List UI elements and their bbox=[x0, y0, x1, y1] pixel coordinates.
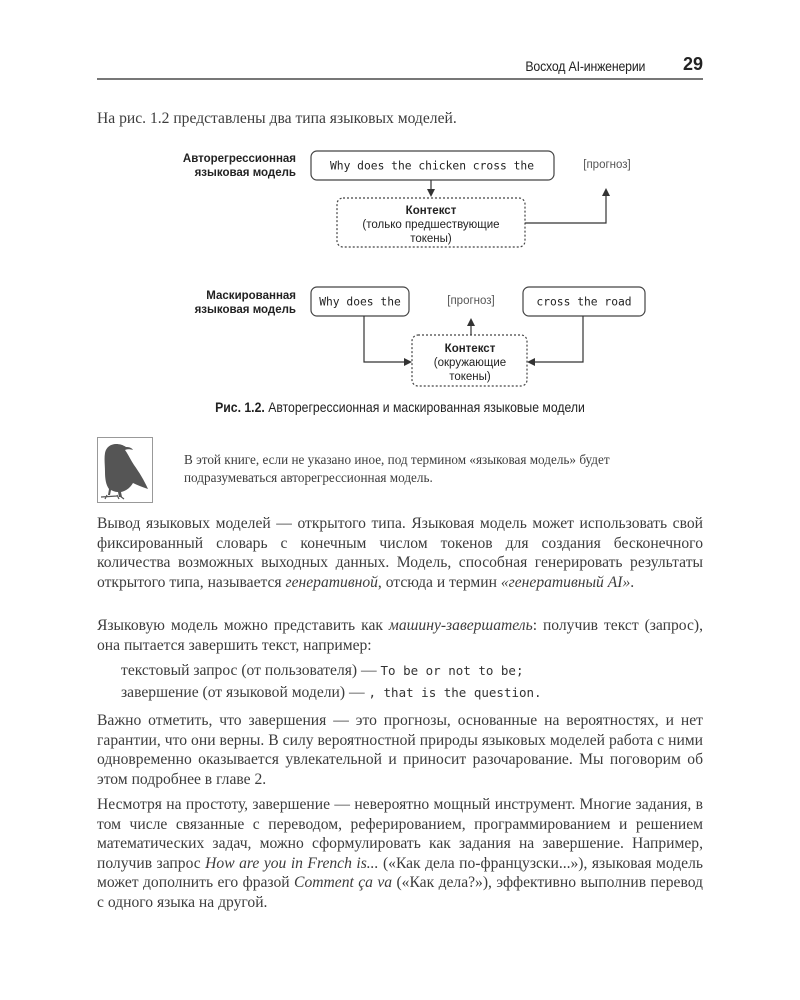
page-number: 29 bbox=[682, 54, 703, 74]
note-block bbox=[97, 437, 703, 507]
masked-left-text: Why does the bbox=[319, 295, 401, 309]
masked-label-line1: Маскированная bbox=[206, 290, 296, 302]
paragraph-generative bbox=[97, 514, 703, 592]
p2-italic-completer: машину-завершатель bbox=[388, 617, 533, 634]
masked-prediction: [прогноз] bbox=[447, 295, 495, 307]
masked-context-title: Контекст bbox=[444, 343, 496, 355]
autoregressive-context-line3: токены) bbox=[410, 233, 452, 245]
note-text bbox=[184, 451, 704, 487]
p2-text-b: : получив текст (запрос), она пытается завершить текст, например: bbox=[97, 617, 703, 654]
p2-text-a: Языковую модель можно представить как bbox=[97, 617, 389, 634]
masked-context-line3: токены) bbox=[449, 371, 491, 383]
autoregressive-model bbox=[183, 151, 631, 247]
arrow-left-icon bbox=[529, 316, 583, 362]
crow-icon bbox=[97, 437, 153, 503]
p4-text-b: («Как дела по-французски...»), языковая модель может дополнить его фразой bbox=[97, 854, 703, 892]
autoregressive-context-title: Контекст bbox=[405, 205, 457, 217]
p1-text-b: , отсюда и термин bbox=[377, 573, 501, 591]
note-line2: подразумеваться авторегрессионная модель. bbox=[184, 470, 433, 485]
arrow-right-icon bbox=[364, 316, 410, 362]
paragraph-powerful-tool bbox=[97, 795, 703, 913]
note-line1: В этой книге, если не указано иное, под термином «языковая модель» будет bbox=[184, 452, 610, 467]
example-completion bbox=[121, 684, 542, 702]
example-completion-label: завершение (от языковой модели) — bbox=[121, 684, 369, 701]
example-completion-code: , that is the question. bbox=[368, 685, 542, 700]
paragraph-probabilistic: Важно отметить, что завершения — это прогнозы, основанные на вероятностях, и нет гарантии, что они верны. В силу вероятностной природы языковых моделей работа с ними одновременно оказывается увлекательной и приносит разочарование. Мы поговорим об этом подробнее в главе 2. bbox=[97, 712, 703, 788]
p1-italic-generative-ai: «генеративный AI» bbox=[500, 573, 631, 591]
p1-text-a: Вывод языковых моделей — открытого типа. Языковая модель может использовать свой фиксированный словарь с конечным числом токенов для создания бесконечного количества возможных выходных данных. Модель, способная генерировать результаты открытого типа, называется bbox=[97, 515, 703, 591]
autoregressive-context-line2: (только предшествующие bbox=[362, 219, 500, 231]
masked-context-line2: (окружающие bbox=[433, 357, 507, 369]
intro-paragraph: На рис. 1.2 представлены два типа языковых моделей. bbox=[97, 110, 457, 127]
running-title: Восход AI-инженерии bbox=[525, 58, 645, 74]
p4-text-c: («Как дела?»), эффективно выполнив перевод с одного языка на другой. bbox=[97, 874, 703, 911]
p4-italic-prompt: How are you in French is... bbox=[205, 854, 379, 872]
p4-text-a: Несмотря на простоту, завершение — невероятно мощный инструмент. Многие задания, в том числе связанные с переводом, реферированием, программированием и решением математических задач, можно сформулировать как задания на завершение. Например, получив запрос bbox=[97, 796, 703, 872]
masked-label-line2: языковая модель bbox=[194, 304, 296, 316]
paragraph-completion-machine bbox=[97, 616, 703, 655]
example-prompt-label: текстовый запрос (от пользователя) — bbox=[121, 662, 381, 679]
autoregressive-input-text: Why does the chicken cross the bbox=[329, 159, 535, 173]
autoregressive-prediction: [прогноз] bbox=[583, 159, 631, 171]
figure-1-2-diagram bbox=[0, 0, 800, 400]
p1-text-c: . bbox=[630, 573, 635, 591]
p4-italic-comment-ca-va: Comment ça va bbox=[294, 874, 393, 892]
autoregressive-label-line2: языковая модель bbox=[194, 167, 296, 179]
arrow-up-icon bbox=[525, 190, 606, 223]
caption-label: Рис. 1.2. bbox=[215, 400, 265, 415]
masked-model bbox=[195, 287, 645, 386]
example-prompt bbox=[121, 662, 524, 680]
p1-italic-generative: генеративной bbox=[285, 573, 378, 591]
masked-right-text: cross the road bbox=[536, 295, 632, 309]
figure-caption bbox=[127, 400, 672, 415]
example-prompt-code: To be or not to be; bbox=[380, 663, 524, 678]
caption-text: Авторегрессионная и маскированная языковые модели bbox=[264, 400, 585, 415]
autoregressive-label-line1: Авторегрессионная bbox=[182, 153, 296, 165]
